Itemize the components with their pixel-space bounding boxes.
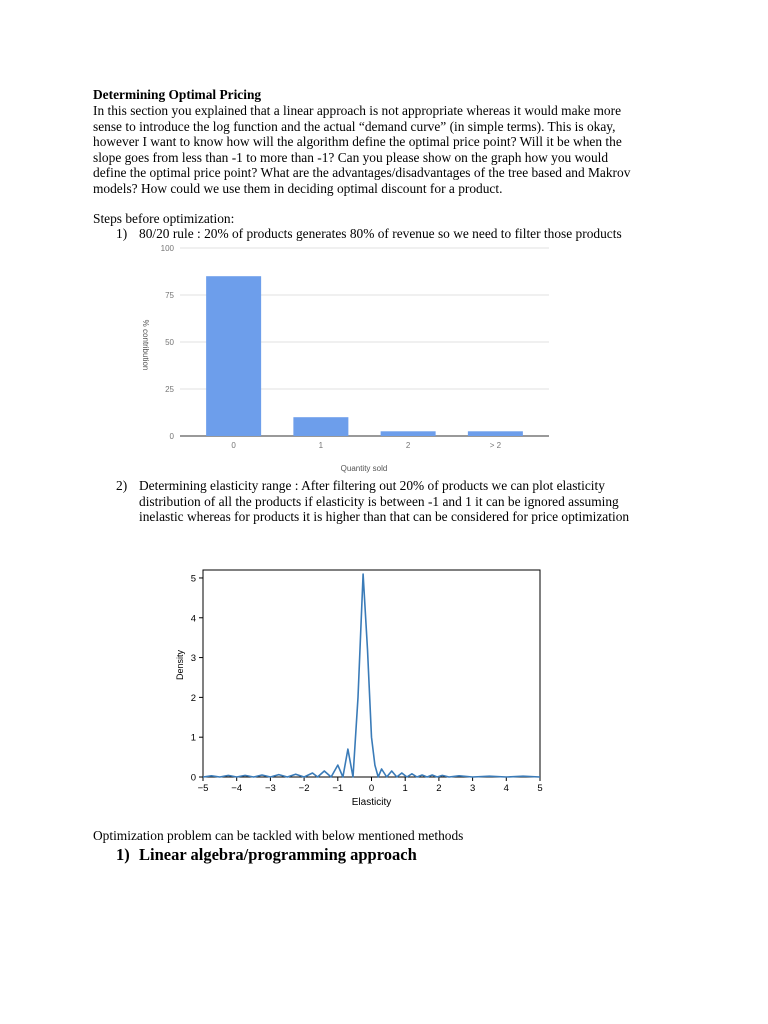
step-text: 80/20 rule : 20% of products generates 80% of revenue so we need to filter those products bbox=[139, 226, 622, 241]
paragraph-line: however I want to know how will the algorithm define the optimal price point? Will it be when the bbox=[93, 134, 622, 150]
step-text-line: distribution of all the products if elasticity is between -1 and 1 it can be ignored assuming bbox=[139, 493, 619, 509]
method-title: Linear algebra/programming approach bbox=[139, 845, 417, 864]
bar bbox=[293, 417, 348, 436]
y-tick-label: 100 bbox=[160, 244, 174, 253]
y-axis-label: Density bbox=[175, 649, 185, 681]
x-tick-label: > 2 bbox=[489, 441, 502, 450]
y-tick-label: 0 bbox=[169, 432, 174, 441]
y-tick-label: 75 bbox=[165, 291, 174, 300]
x-tick-label: −1 bbox=[332, 783, 344, 794]
x-tick-label: −4 bbox=[231, 783, 243, 794]
y-tick-label: 5 bbox=[190, 573, 196, 585]
x-tick-label: 2 bbox=[436, 783, 442, 794]
step-text bbox=[139, 478, 629, 525]
paragraph-line: models? How could we use them in deciding optimal discount for a product. bbox=[93, 180, 503, 196]
x-tick-label: 3 bbox=[469, 783, 476, 794]
paragraph-line: define the optimal price point? What are the advantages/disadvantages of the tree based and Makrov bbox=[93, 165, 631, 181]
method-number: 1) bbox=[116, 845, 130, 864]
x-tick-label: 5 bbox=[537, 783, 543, 794]
section-heading: Determining Optimal Pricing bbox=[93, 87, 262, 102]
paragraph-line: sense to introduce the log function and the actual “demand curve” (in simple terms). This is okay, bbox=[93, 118, 616, 134]
y-tick-label: 3 bbox=[190, 653, 196, 665]
x-tick-label: 1 bbox=[402, 783, 408, 794]
x-tick-label: 4 bbox=[503, 783, 509, 794]
plot-frame bbox=[203, 570, 540, 777]
optimization-intro: Optimization problem can be tackled with below mentioned methods bbox=[93, 828, 464, 843]
step-text-line: inelastic whereas for products it is higher than that can be considered for price optimization bbox=[139, 509, 630, 525]
x-tick-label: 2 bbox=[405, 441, 411, 450]
bar bbox=[468, 431, 523, 436]
x-tick-label: −3 bbox=[264, 783, 276, 794]
x-tick-label: 0 bbox=[368, 783, 375, 794]
y-tick-label: 1 bbox=[190, 732, 196, 744]
y-axis-label: % contribution bbox=[141, 319, 150, 371]
y-tick-label: 50 bbox=[165, 338, 174, 347]
bar bbox=[206, 276, 261, 436]
x-tick-label: −2 bbox=[298, 783, 310, 794]
y-tick-label: 2 bbox=[190, 692, 196, 704]
bar bbox=[381, 431, 436, 436]
paragraph-line: In this section you explained that a linear approach is not appropriate whereas it would make more bbox=[93, 103, 622, 118]
step-number: 1) bbox=[116, 226, 128, 241]
density-line bbox=[203, 574, 540, 777]
question-paragraph bbox=[93, 103, 630, 197]
x-axis-label: Elasticity bbox=[351, 797, 392, 808]
paragraph-line: slope goes from less than -1 to more than -1? Can you please show on the graph how you would bbox=[93, 149, 609, 165]
x-tick-label: 1 bbox=[318, 441, 324, 450]
step-text-line: Determining elasticity range : After filtering out 20% of products we can plot elasticity bbox=[139, 478, 605, 493]
x-tick-label: 0 bbox=[231, 441, 236, 450]
step-number: 2) bbox=[116, 478, 128, 493]
x-axis-label: Quantity sold bbox=[340, 464, 388, 473]
y-tick-label: 4 bbox=[190, 613, 196, 625]
y-tick-label: 0 bbox=[190, 772, 196, 784]
y-tick-label: 25 bbox=[165, 385, 174, 394]
x-tick-label: −5 bbox=[197, 783, 209, 794]
steps-intro: Steps before optimization: bbox=[93, 211, 235, 226]
